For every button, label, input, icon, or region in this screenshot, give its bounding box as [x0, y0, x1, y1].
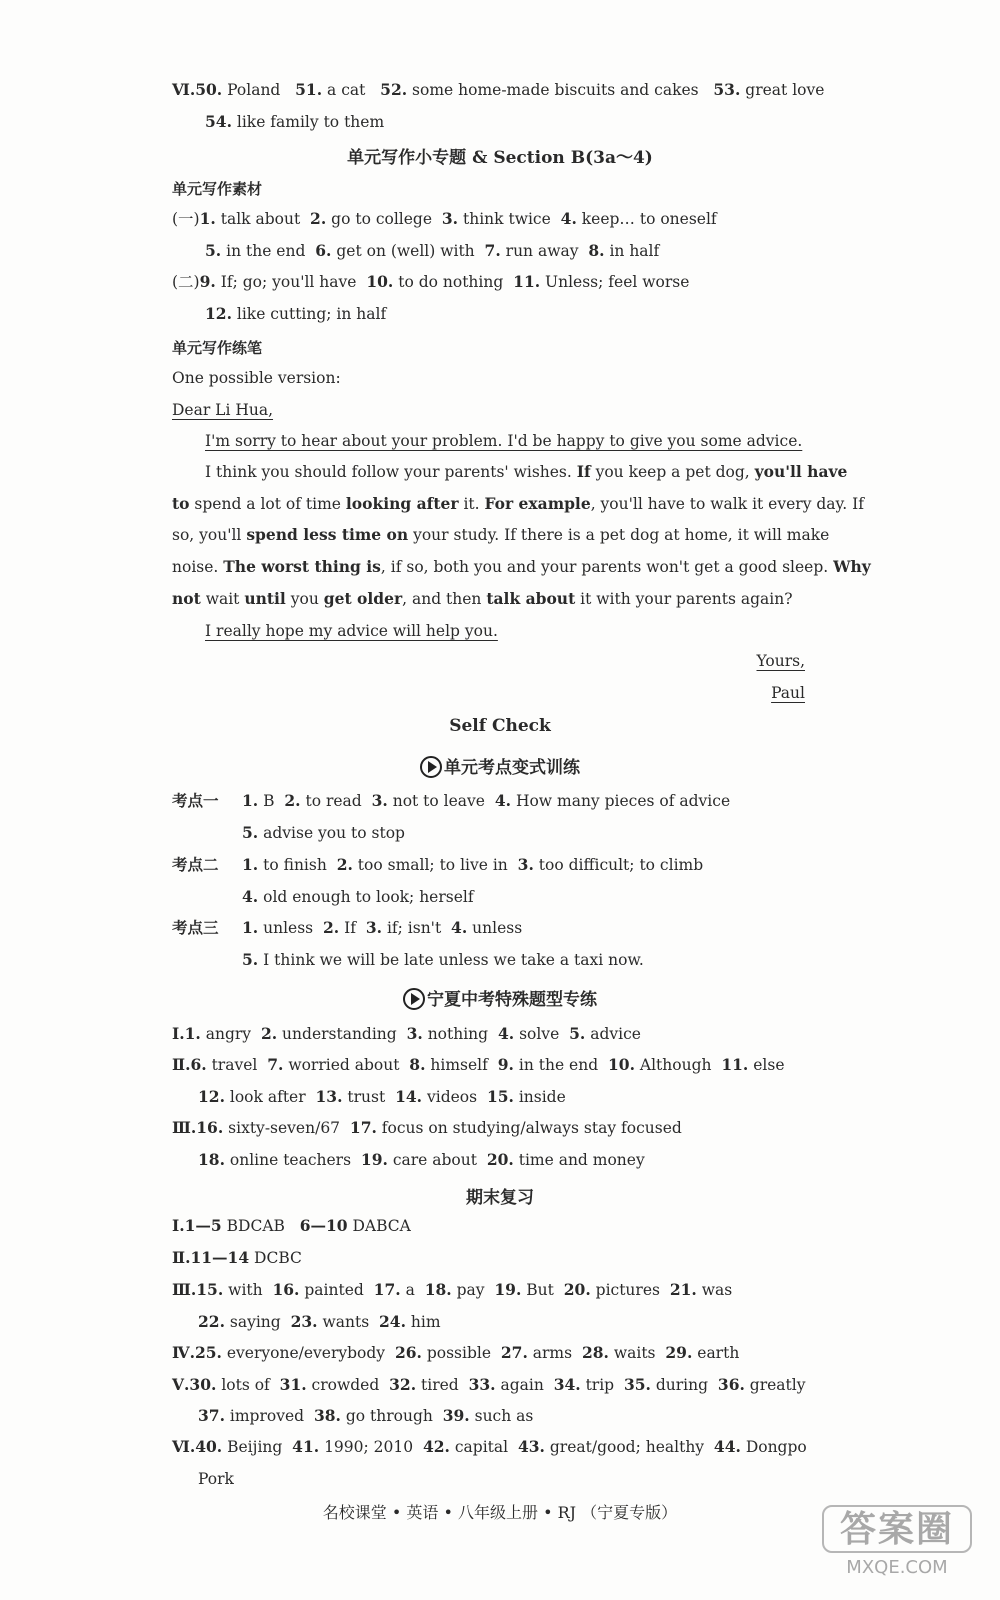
letter-p2-line-2: to spend a lot of time looking after it. For example, you'll have to walk it every day. If: [172, 494, 864, 513]
final-row-4: 22. saying 23. wants 24. him: [198, 1312, 441, 1331]
ningxia-row-4: Ⅲ.16. sixty-seven/67 17. focus on studying/always stay focused: [172, 1118, 682, 1137]
watermark-url: MXQE.COM: [846, 1557, 948, 1578]
letter-signature: Paul: [771, 684, 805, 702]
materials-row-4: 12. like cutting; in half: [205, 304, 387, 323]
final-row-6: Ⅴ.30. lots of 31. crowded 32. tired 33. again 34. trip 35. during 36. greatly: [172, 1375, 806, 1394]
letter-p2-line-4: noise. The worst thing is, if so, both you and your parents won't get a good sleep. Why: [172, 557, 871, 576]
watermark-text: 答案圈: [822, 1505, 972, 1553]
self-check-title: Self Check: [449, 716, 551, 736]
final-row-9: Pork: [198, 1470, 234, 1488]
writing-section-heading: 单元写作小专题 & Section B(3a～4): [347, 148, 653, 168]
arrow-circle-icon: [420, 756, 442, 778]
final-row-2: Ⅱ.11—14 DCBC: [172, 1248, 302, 1267]
final-row-7: 37. improved 38. go through 39. such as: [198, 1406, 534, 1425]
materials-row-2: 5. in the end 6. get on (well) with 7. run away 8. in half: [205, 241, 660, 260]
watermark-logo: [822, 1505, 972, 1585]
final-row-5: Ⅳ.25. everyone/everybody 26. possible 27. arms 28. waits 29. earth: [172, 1343, 740, 1362]
materials-title: 单元写作素材: [172, 180, 263, 198]
ningxia-row-5: 18. online teachers 19. care about 20. time and money: [198, 1150, 645, 1169]
letter-p2-line-1: I think you should follow your parents' wishes. If you keep a pet dog, you'll have: [205, 462, 848, 481]
point-3-row-1: 考点三 1. unless 2. If 3. if; isn't 4. unless: [172, 918, 523, 937]
letter-paragraph-3: I really hope my advice will help you.: [205, 622, 498, 640]
unit-points-title: 单元考点变式训练: [0, 753, 1000, 778]
letter-greeting: Dear Li Hua,: [172, 401, 274, 419]
final-review-title: 期末复习: [466, 1188, 534, 1208]
letter-p2-line-3: so, you'll spend less time on your study. If there is a pet dog at home, it will make: [172, 525, 830, 544]
ningxia-title: 宁夏中考特殊题型专练: [0, 985, 1000, 1010]
letter-paragraph-1: I'm sorry to hear about your problem. I'd be happy to give you some advice.: [205, 432, 803, 450]
point-2-row-2: 4. old enough to look; herself: [242, 887, 474, 906]
ningxia-row-1: Ⅰ.1. angry 2. understanding 3. nothing 4. solve 5. advice: [172, 1024, 641, 1043]
materials-row-1: (一)1. talk about 2. go to college 3. think twice 4. keep… to oneself: [172, 209, 717, 228]
ningxia-row-3: 12. look after 13. trust 14. videos 15. inside: [198, 1087, 566, 1106]
arrow-circle-icon: [403, 988, 425, 1010]
letter-p2-line-5: not wait until you get older, and then talk about it with your parents again?: [172, 589, 793, 608]
ningxia-row-2: Ⅱ.6. travel 7. worried about 8. himself 9. in the end 10. Although 11. else: [172, 1055, 785, 1074]
materials-row-3: (二)9. If; go; you'll have 10. to do nothing 11. Unless; feel worse: [172, 272, 690, 291]
final-row-1: Ⅰ.1—5 BDCAB 6—10 DABCA: [172, 1216, 411, 1235]
final-row-8: Ⅵ.40. Beijing 41. 1990; 2010 42. capital 43. great/good; healthy 44. Dongpo: [172, 1437, 807, 1456]
practice-title: 单元写作练笔: [172, 339, 263, 357]
answer-row-50-53: Ⅵ.50. Poland 51. a cat 52. some home-made biscuits and cakes 53. great love: [172, 80, 825, 99]
page-footer: 名校课堂 • 英语 • 八年级上册 • RJ （宁夏专版）: [322, 1503, 678, 1522]
point-3-row-2: 5. I think we will be late unless we take a taxi now.: [242, 950, 644, 969]
final-row-3: Ⅲ.15. with 16. painted 17. a 18. pay 19. But 20. pictures 21. was: [172, 1280, 733, 1299]
point-1-row-2: 5. advise you to stop: [242, 823, 405, 842]
letter-closing: Yours,: [756, 652, 805, 670]
letter-intro: One possible version:: [172, 369, 341, 387]
point-1-row-1: 考点一 1. B 2. to read 3. not to leave 4. How many pieces of advice: [172, 791, 731, 810]
point-2-row-1: 考点二 1. to finish 2. too small; to live in 3. too difficult; to climb: [172, 855, 704, 874]
answer-row-54: 54. like family to them: [205, 112, 385, 131]
